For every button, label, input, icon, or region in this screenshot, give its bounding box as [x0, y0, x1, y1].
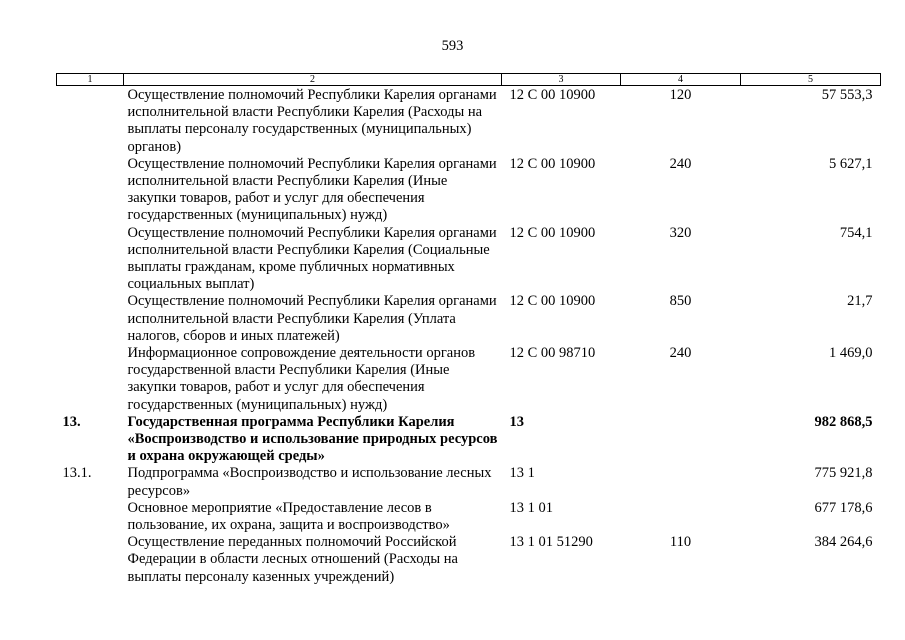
row-number: 13.: [62, 413, 81, 430]
row-expense-type: 240: [669, 155, 692, 172]
row-expense-type: [621, 500, 741, 534]
row-name: Осуществление полномочий Республики Карелия органами исполнительной власти Республики Карелия (Иные закупки товаров, работ и услуг для обеспечения государственных (муниципальных) нужд): [127, 155, 497, 224]
row-name: Осуществление полномочий Республики Карелия органами исполнительной власти Республики Карелия (Уплата налогов, сборов и иных платежей): [127, 293, 497, 344]
table-row: [57, 156, 881, 225]
row-name: Основное мероприятие «Предоставление лесов в пользование, их охрана, защита и воспроизводство»: [127, 499, 450, 534]
row-name: Осуществление полномочий Республики Карелия органами исполнительной власти Республики Карелия (Социальные выплаты гражданам, кроме публичных нормативных социальных выплат): [127, 224, 497, 293]
row-number: 13.1.: [62, 465, 92, 482]
row-amount: 982 868,5: [814, 413, 873, 430]
row-expense-type: 320: [669, 224, 692, 241]
row-code: 12 С 00 10900: [509, 87, 596, 103]
row-name: Подпрограмма «Воспроизводство и использование лесных ресурсов»: [127, 465, 492, 499]
row-name: Осуществление переданных полномочий Российской Федерации в области лесных отношений (Расходы на выплаты персоналу казенных учреждений): [127, 534, 458, 585]
row-name: Информационное сопровождение деятельности органов государственной власти Республики Карелия (Иные закупки товаров, работ и услуг для обеспечения государственных (муниципальных) нужд): [127, 345, 476, 413]
column-header-5: 5: [741, 74, 881, 86]
table-row: [57, 345, 881, 414]
row-name: Государственная программа Республики Карелия «Воспроизводство и использование природных ресурсов и охрана окружающей среды»: [127, 413, 498, 465]
table-row-program: [57, 414, 881, 466]
row-number: [57, 86, 124, 156]
row-number: [57, 345, 124, 414]
column-header-3: 3: [502, 74, 621, 86]
row-amount: 775 921,8: [814, 465, 873, 482]
table-row: [57, 465, 881, 499]
row-name: Осуществление полномочий Республики Карелия органами исполнительной власти Республики Карелия (Расходы на выплаты персоналу государственных (муниципальных) органов): [127, 87, 497, 155]
table-row: [57, 225, 881, 294]
row-amount: 1 469,0: [829, 345, 873, 362]
row-amount: 5 627,1: [829, 155, 873, 172]
row-number: [57, 500, 124, 534]
table-row: [57, 534, 881, 586]
row-number: [57, 156, 124, 225]
row-code: 12 С 00 98710: [509, 345, 596, 362]
row-expense-type: 110: [669, 534, 692, 551]
row-number: [57, 293, 124, 345]
row-code: 12 С 00 10900: [509, 293, 596, 310]
row-number: [57, 534, 124, 586]
column-header-4: 4: [621, 74, 741, 86]
row-amount: 384 264,6: [814, 534, 873, 551]
table-row: [57, 86, 881, 156]
row-amount: 754,1: [839, 224, 873, 241]
row-code: 13: [509, 413, 524, 430]
row-code: 12 С 00 10900: [509, 224, 596, 241]
table-row: [57, 500, 881, 534]
page-number: 593: [441, 38, 464, 54]
table-row: [57, 293, 881, 345]
row-expense-type: [621, 414, 741, 466]
row-number: [57, 225, 124, 294]
row-expense-type: 850: [669, 293, 692, 310]
row-code: 13 1: [509, 465, 535, 482]
row-amount: 677 178,6: [814, 499, 873, 516]
column-number-header: [57, 74, 881, 86]
budget-table: [56, 73, 881, 586]
row-expense-type: 120: [669, 87, 692, 103]
row-amount: 21,7: [847, 293, 873, 310]
column-header-1: 1: [57, 74, 124, 86]
column-header-2: 2: [124, 74, 502, 86]
row-code: 13 1 01: [509, 499, 553, 516]
row-code: 12 С 00 10900: [509, 155, 596, 172]
row-amount: 57 553,3: [821, 87, 873, 103]
row-code: 13 1 01 51290: [509, 534, 593, 551]
row-expense-type: [621, 465, 741, 499]
row-expense-type: 240: [669, 345, 692, 362]
